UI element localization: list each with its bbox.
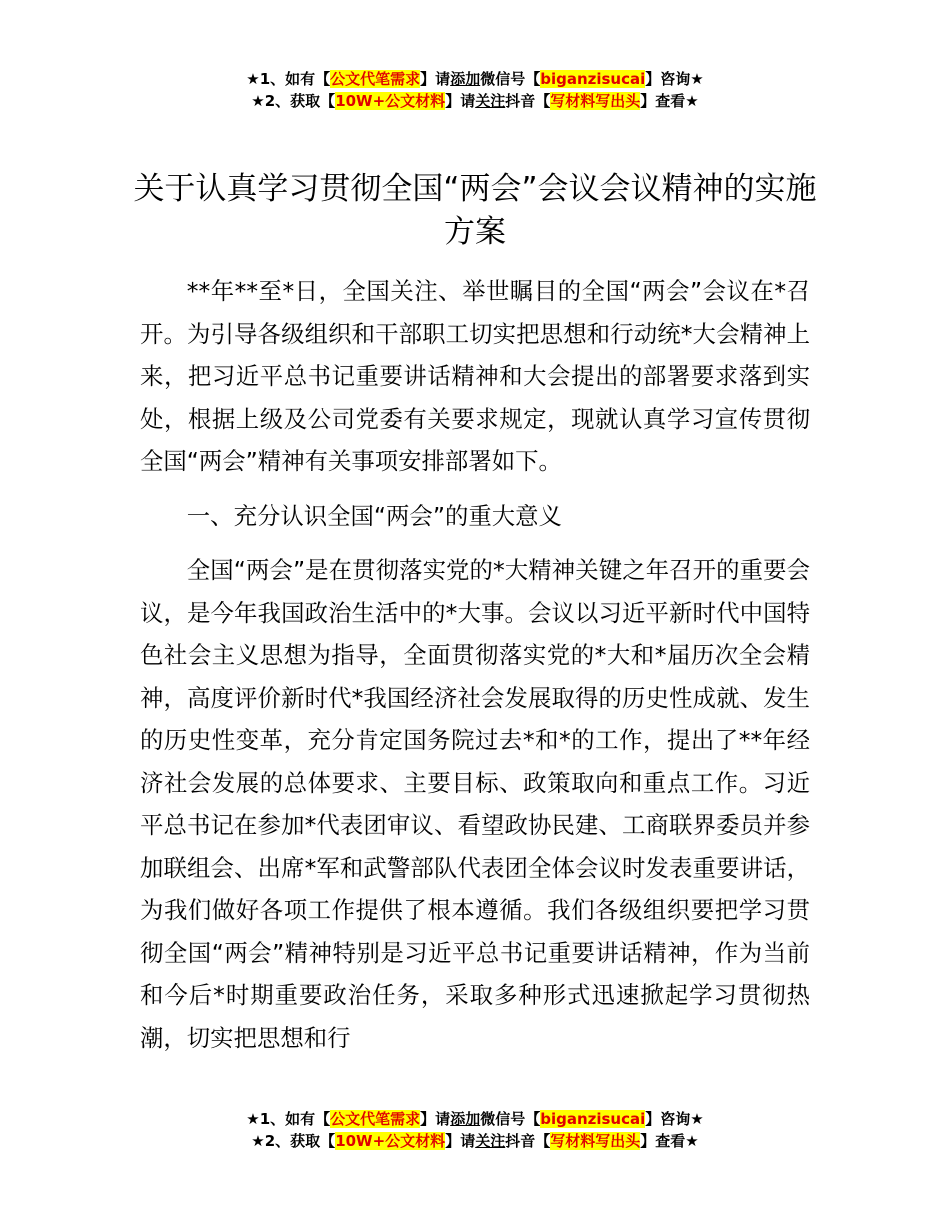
footer-banner [0,1108,950,1152]
banner-highlight: 写材料写出头 [550,92,641,110]
banner-highlight: 写材料写出头 [550,1132,641,1150]
banner-highlight: 公文代笔需求 [330,1110,421,1128]
banner-line-2: ★2、获取【10W+公文材料】请关注抖音【写材料写出头】查看★ [251,92,699,110]
banner-highlight: 公文代笔需求 [330,70,421,88]
paragraph-intro: **年**至*日，全国关注、举世瞩目的全国“两会”会议在*召开。为引导各级组织和干部职工切实把思想和行动统*大会精神上来，把习近平总书记重要讲话精神和大会提出的部署要求落到实处，根据上级及公司党委有关要求规定，现就认真学习宣传贯彻全国“两会”精神有关事项安排部署如下。 [140,277,810,475]
document-body [140,270,810,1071]
paragraph-section-1: 全国“两会”是在贯彻落实党的*大精神关键之年召开的重要会议，是今年我国政治生活中的*大事。会议以习近平新时代中国特色社会主义思想为指导，全面贯彻落实党的*大和*届历次全会精神，高度评价新时代*我国经济社会发展取得的历史性成就、发生的历史性变革，充分肯定国务院过去*和*的工作，提出了**年经济社会发展的总体要求、主要目标、政策取向和重点工作。习近平总书记在参加*代表团审议、看望政协民建、工商联界委员并参加联组会、出席*军和武警部队代表团全体会议时发表重要讲话，为我们做好各项工作提供了根本遵循。我们各级组织要把学习贯彻全国“两会”精神特别是习近平总书记重要讲话精神，作为当前和今后*时期重要政治任务，采取多种形式迅速掀起学习贯彻热潮，切实把思想和行 [140,556,810,1052]
banner-highlight: biganzisucai [540,70,646,88]
header-banner [0,68,950,112]
banner-highlight: 10W+公文材料 [335,1132,446,1150]
section-heading-1: 一、充分认识全国“两会”的重大意义 [186,501,562,530]
banner-line-2: ★2、获取【10W+公文材料】请关注抖音【写材料写出头】查看★ [251,1132,699,1150]
banner-line-1: ★1、如有【公文代笔需求】请添加微信号【biganzisucai】咨询★ [246,1110,704,1128]
document-title: 关于认真学习贯彻全国“两会”会议会议精神的实施方案 [133,171,817,250]
banner-line-1: ★1、如有【公文代笔需求】请添加微信号【biganzisucai】咨询★ [246,70,704,88]
banner-highlight: biganzisucai [540,1110,646,1128]
banner-highlight: 10W+公文材料 [335,92,446,110]
